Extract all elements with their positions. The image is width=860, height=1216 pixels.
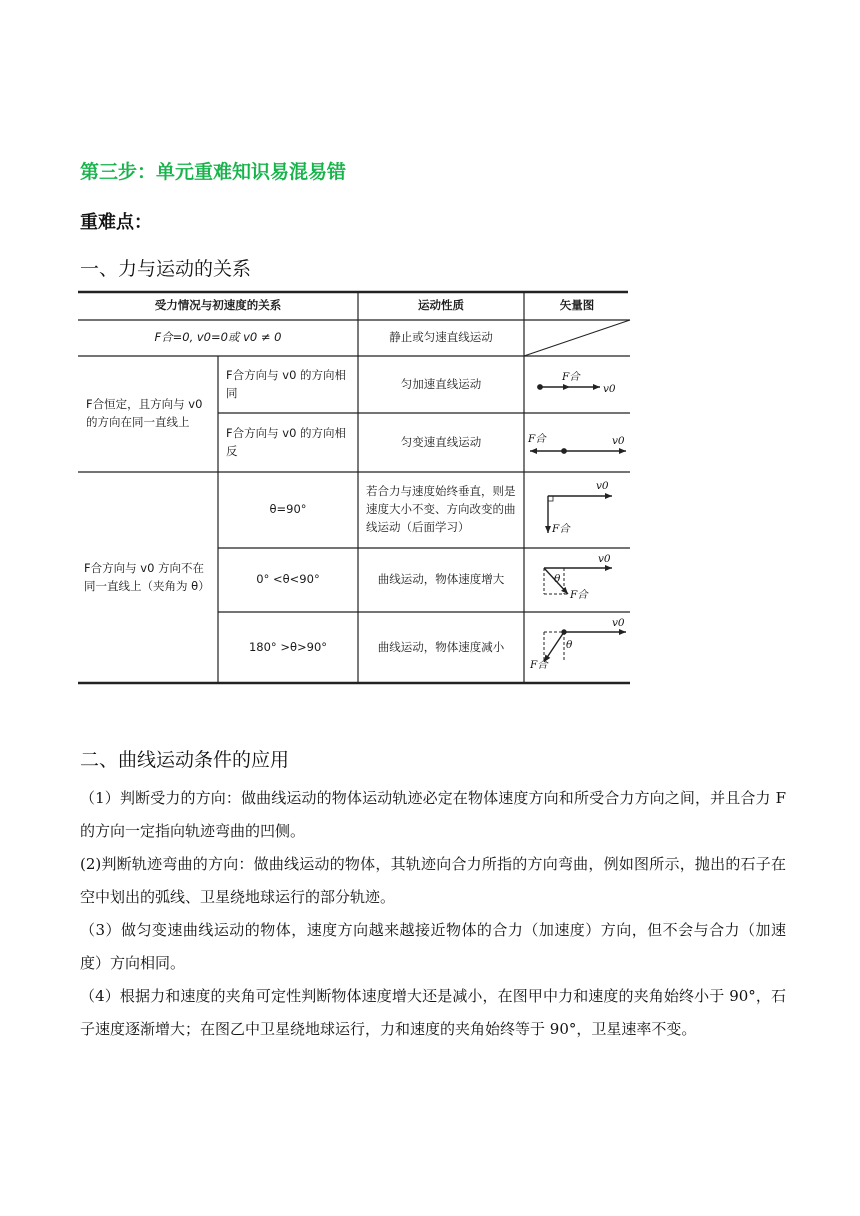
row0-motion: 静止或匀速直线运动: [389, 330, 493, 345]
paragraph-4: （4）根据力和速度的夹角可定性判断物体速度增大还是减小，在图甲中力和速度的夹角始终小于 90°，石子速度逐渐增大；在图乙中卫星绕地球运行，力和速度的夹角始终等于 90°，卫星速率不变。: [80, 987, 786, 1038]
step-title: 第三步：单元重难知识易混易错: [80, 161, 347, 183]
empty-cell-diagonal: [524, 320, 630, 356]
row2-sub: F合方向与 v0 的方向相反: [226, 425, 347, 458]
v4-force-label: F合: [570, 589, 588, 601]
paragraph-1: （1）判断受力的方向：做曲线运动的物体运动轨迹必定在物体速度方向和所受合力方向之间，并且合力 F 的方向一定指向轨迹弯曲的凹侧。: [80, 789, 786, 840]
v2-force-label: F合: [528, 433, 546, 445]
row0-condition: F合=0, v0=0或 v0 ≠ 0: [154, 330, 282, 345]
row3-motion: 若合力与速度始终垂直，则是速度大小不变、方向改变的曲线运动（后面学习）: [366, 484, 516, 534]
section-1-heading: 一、力与运动的关系: [80, 258, 252, 280]
section-2-heading: 二、曲线运动条件的应用: [80, 749, 290, 771]
v3-velocity-label: v0: [596, 480, 609, 492]
group2-label: F合方向与 v0 方向不在同一直线上（夹角为 θ）: [84, 560, 210, 593]
v4-velocity-label: v0: [598, 553, 611, 565]
v4-angle-label: θ: [554, 573, 561, 585]
row4-angle: 0° <θ<90°: [256, 572, 320, 587]
row5-motion: 曲线运动，物体速度减小: [377, 639, 505, 654]
v5-force-label: F合: [530, 659, 548, 671]
v3-force-label: F合: [552, 523, 570, 535]
v5-angle-label: θ: [566, 639, 573, 651]
vector-diagram-obtuse-angle: [544, 630, 626, 662]
v1-velocity-label: v0: [603, 383, 616, 395]
group1-label: F合恒定，且方向与 v0 的方向在同一直线上: [86, 397, 203, 429]
header-motion: 运动性质: [418, 298, 464, 313]
paragraph-2: (2)判断轨迹弯曲的方向：做曲线运动的物体，其轨迹向合力所指的方向弯曲，例如图所示，抛出的石子在空中划出的弧线、卫星绕地球运行的部分轨迹。: [80, 855, 786, 906]
row3-angle: θ=90°: [269, 502, 307, 517]
row5-angle: 180° >θ>90°: [248, 639, 328, 654]
row1-sub: F合方向与 v0 的方向相同: [226, 367, 347, 400]
row1-motion: 匀加速直线运动: [400, 376, 482, 391]
row2-motion: 匀变速直线运动: [400, 434, 482, 449]
header-diagram: 矢量图: [559, 298, 595, 313]
key-points-heading: 重难点：: [80, 212, 152, 233]
vector-diagram-opposite-direction: [530, 449, 626, 453]
v2-velocity-label: v0: [612, 435, 625, 447]
section-2-body: [80, 782, 786, 1046]
v1-force-label: F合: [562, 371, 580, 383]
row4-motion: 曲线运动，物体速度增大: [377, 572, 505, 587]
v5-velocity-label: v0: [612, 617, 625, 629]
vector-diagram-same-direction: [538, 385, 600, 389]
force-motion-table: [78, 290, 634, 686]
header-condition: 受力情况与初速度的关系: [154, 298, 282, 313]
paragraph-3: （3）做匀变速曲线运动的物体，速度方向越来越接近物体的合力（加速度）方向，但不会与合力（加速度）方向相同。: [80, 921, 786, 972]
